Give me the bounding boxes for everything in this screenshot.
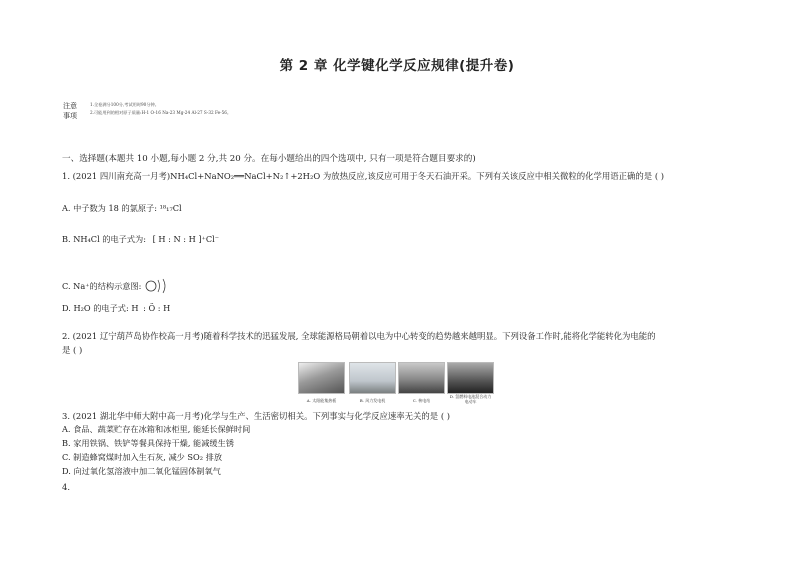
image-nuclear-plant: C. 核电站 bbox=[398, 362, 445, 394]
image-solar-collector: A. 太阳能集热板 bbox=[298, 362, 345, 394]
question-2-line-2: 是 ( ) bbox=[62, 345, 83, 355]
question-2-line-1: 2. (2021 辽宁葫芦岛协作校高一月考)随着科学技术的迅猛发展, 全球能源格局朝着以电为中心转变的趋势越来越明显。下列设备工作时,能将化学能转化为电能的 bbox=[62, 331, 656, 341]
option-c-label: C. Na⁺的结构示意图: bbox=[62, 281, 142, 291]
question-3-option-d: D. 向过氧化氢溶液中加二氧化锰固体制氧气 bbox=[62, 466, 221, 476]
question-1-stem: 1. (2021 四川南充高一月考)NH₄Cl+NaNO₂══NaCl+N₂↑+2H₂O 为放热反应,该反应可用于冬天石油开采。下列有关该反应中相关微粒的化学用语正确的是 ( ) bbox=[62, 171, 665, 181]
image-hydrogen-fuel-car: D. 氢燃料电池混合动力电动车 bbox=[447, 362, 494, 394]
question-1-option-a: A. 中子数为 18 的氯原子: ¹⁸₁₇Cl bbox=[62, 203, 182, 213]
notice-text bbox=[90, 101, 231, 117]
question-3-option-b: B. 家用铁锅、铁铲等餐具保持干燥, 能减缓生锈 bbox=[62, 438, 234, 448]
question-3-option-c: C. 制造蜂窝煤时加入生石灰, 减少 SO₂ 排放 bbox=[62, 452, 223, 462]
question-3-option-a: A. 食品、蔬菜贮存在冰箱和冰柜里, 能延长保鲜时间 bbox=[62, 424, 251, 434]
na-ion-structure-diagram bbox=[144, 278, 174, 296]
option-b-label: B. NH₄Cl 的电子式为: bbox=[62, 234, 146, 244]
option-d-label: D. H₂O 的电子式: H bbox=[62, 303, 139, 313]
nh4cl-electron-formula: [ H : N : H ]⁺Cl⁻ bbox=[152, 234, 220, 244]
page-title: 第 2 章 化学键化学反应规律(提升卷) bbox=[279, 58, 515, 74]
notice-line-1: 1.全卷满分100分,考试用时90分钟。 bbox=[90, 102, 159, 107]
section-heading: 一、选择题(本题共 10 小题,每小题 2 分,共 20 分。在每小题给出的四个选项中, 只有一项是符合题目要求的) bbox=[62, 154, 476, 164]
h2o-electron-formula: : Ö : H bbox=[143, 303, 171, 313]
question-3-stem: 3. (2021 湖北华中师大附中高一月考)化学与生产、生活密切相关。下列事实与化学反应速率无关的是 ( ) bbox=[62, 411, 451, 421]
question-4-number: 4. bbox=[62, 482, 70, 492]
question-1-option-b bbox=[62, 234, 219, 245]
question-1-option-c bbox=[62, 278, 174, 296]
question-1-option-d bbox=[62, 303, 170, 314]
notice-line-2: 2.可能用到的相对原子质量:H-1 O-16 Na-23 Mg-24 Al-27 S-32 Fe-56。 bbox=[90, 110, 232, 115]
notice-label: 注意 事项 bbox=[63, 102, 77, 120]
image-wind-turbine: B. 风力发电机 bbox=[349, 362, 396, 394]
